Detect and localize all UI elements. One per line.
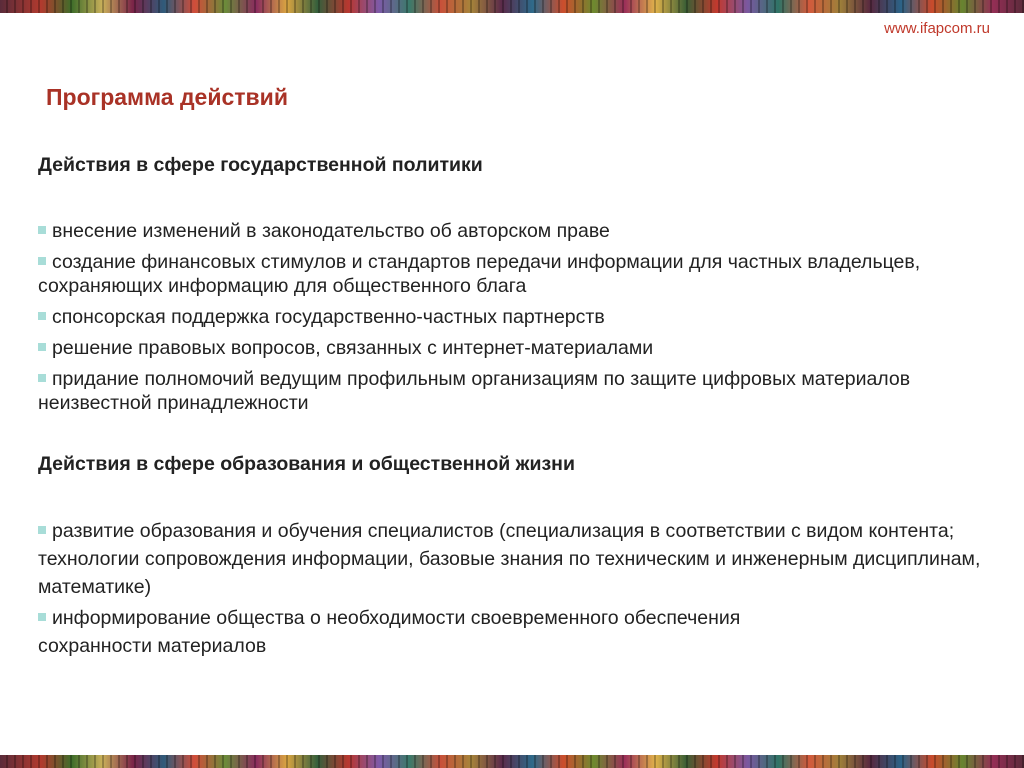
list-item <box>38 305 998 329</box>
list-item-text: внесение изменений в законодательство об авторском праве <box>52 220 610 242</box>
list-item-text: создание финансовых стимулов и стандартов передачи информации для частных владельцев, сохраняющих информацию для общественного блага <box>38 251 921 297</box>
list-item-text: спонсорская поддержка государственно-частных партнерств <box>52 306 605 328</box>
section-heading-education: Действия в сфере образования и общественной жизни <box>38 453 575 475</box>
list-item-text: развитие образования и обучения специалистов (специализация в соответствии с видом контента; технологии сопровождения информации, базовые знания по техническим и инженерным дисциплинам, математике) <box>38 520 981 598</box>
square-bullet-icon <box>38 374 46 382</box>
page-title: Программа действий <box>46 84 288 110</box>
list-item <box>38 219 998 243</box>
list-item-text: решение правовых вопросов, связанных с интернет-материалами <box>52 337 654 359</box>
list-item-text: придание полномочий ведущим профильным организациям по защите цифровых материалов неизвестной принадлежности <box>38 368 911 414</box>
square-bullet-icon <box>38 312 46 320</box>
square-bullet-icon <box>38 613 46 621</box>
square-bullet-icon <box>38 526 46 534</box>
list-item <box>38 367 998 415</box>
list-item <box>38 517 998 601</box>
decorative-bottom-border <box>0 755 1024 768</box>
decorative-top-border <box>0 0 1024 13</box>
list-item <box>38 250 998 298</box>
list-item <box>38 336 998 360</box>
list-item <box>38 604 838 660</box>
site-url: www.ifapcom.ru <box>884 20 990 37</box>
list-item-text: информирование общества о необходимости своевременного обеспечения сохранности материалов <box>38 607 741 657</box>
square-bullet-icon <box>38 226 46 234</box>
square-bullet-icon <box>38 257 46 265</box>
square-bullet-icon <box>38 343 46 351</box>
section-heading-policy: Действия в сфере государственной политики <box>38 154 483 176</box>
